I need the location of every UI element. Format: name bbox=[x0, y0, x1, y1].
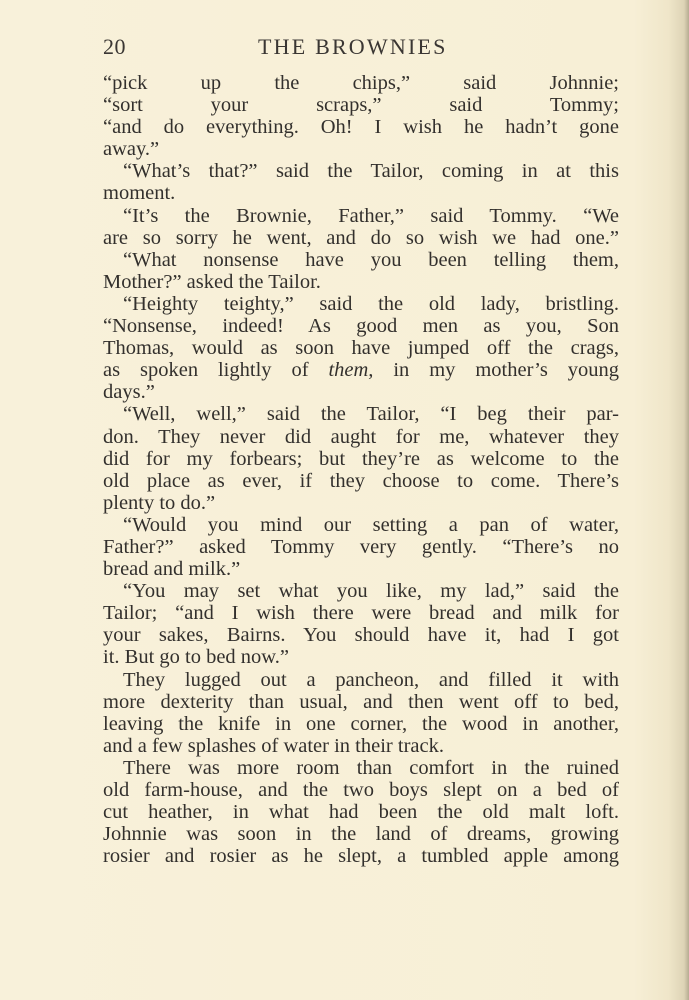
text-line: “sort your scraps,” said Tommy; bbox=[103, 94, 619, 117]
text-line: it. But go to bed now.” bbox=[103, 646, 290, 669]
running-title: THE BROWNIES bbox=[258, 34, 448, 59]
text-line: and a few splashes of water in their track. bbox=[103, 734, 444, 757]
text-line: days.” bbox=[103, 381, 155, 404]
text-line: moment. bbox=[103, 182, 176, 205]
text-line: There was more room than comfort in the ruined bbox=[123, 756, 619, 779]
emphasis-text: them, bbox=[328, 359, 374, 382]
text-line: “You may set what you like, my lad,” said the bbox=[123, 580, 619, 603]
text-line: “Would you mind our setting a pan of water, bbox=[123, 513, 619, 536]
text-line: “pick up the chips,” said Johnnie; bbox=[103, 72, 619, 94]
text-line: Thomas, would as soon have jumped off the crags, bbox=[103, 337, 619, 360]
text-line: “It’s the Brownie, Father,” said Tommy. “We bbox=[123, 204, 619, 227]
text-line: “Heighty teighty,” said the old lady, bristling. bbox=[123, 292, 619, 315]
text-line: away.” bbox=[103, 138, 160, 161]
text-line: more dexterity than usual, and then went off to bed, bbox=[103, 690, 619, 713]
text-line: did for my forbears; but they’re as welcome to the bbox=[103, 447, 619, 470]
text-line: Father?” asked Tommy very gently. “There’s no bbox=[103, 535, 619, 558]
text-line: are so sorry he went, and do so wish we had one.” bbox=[103, 226, 619, 249]
text-line: “What’s that?” said the Tailor, coming in at this bbox=[123, 160, 619, 183]
text-line: “What nonsense have you been telling them, bbox=[123, 248, 619, 271]
page-body bbox=[103, 72, 619, 867]
text-line: Mother?” asked the Tailor. bbox=[103, 270, 321, 293]
text-line: leaving the knife in one corner, the wood in another, bbox=[103, 712, 619, 735]
text-line: “and do everything. Oh! I wish he hadn’t gone bbox=[103, 116, 619, 139]
text-segment: as spoken lightly of bbox=[103, 359, 309, 382]
text-line bbox=[103, 359, 619, 381]
page-number: 20 bbox=[103, 34, 126, 59]
text-line: bread and milk.” bbox=[103, 558, 241, 581]
text-line: don. They never did aught for me, whatever they bbox=[103, 425, 619, 448]
text-line: cut heather, in what had been the old malt loft. bbox=[103, 801, 619, 824]
text-line: They lugged out a pancheon, and filled it with bbox=[123, 668, 619, 691]
text-line: rosier and rosier as he slept, a tumbled apple among bbox=[103, 845, 619, 868]
text-line: your sakes, Bairns. You should have it, had I got bbox=[103, 624, 619, 647]
text-line: old place as ever, if they choose to come. There’s bbox=[103, 469, 619, 492]
text-line: old farm-house, and the two boys slept on a bed of bbox=[103, 779, 619, 801]
text-line: Tailor; “and I wish there were bread and milk for bbox=[103, 602, 619, 625]
text-segment: in my mother’s young bbox=[393, 359, 619, 382]
text-line: “Nonsense, indeed! As good men as you, Son bbox=[103, 315, 619, 338]
page-header bbox=[103, 34, 619, 64]
page-edge-shadow bbox=[684, 0, 689, 1000]
text-line: plenty to do.” bbox=[103, 491, 216, 514]
text-line: Johnnie was soon in the land of dreams, growing bbox=[103, 823, 619, 846]
text-line: “Well, well,” said the Tailor, “I beg their par- bbox=[123, 403, 619, 426]
